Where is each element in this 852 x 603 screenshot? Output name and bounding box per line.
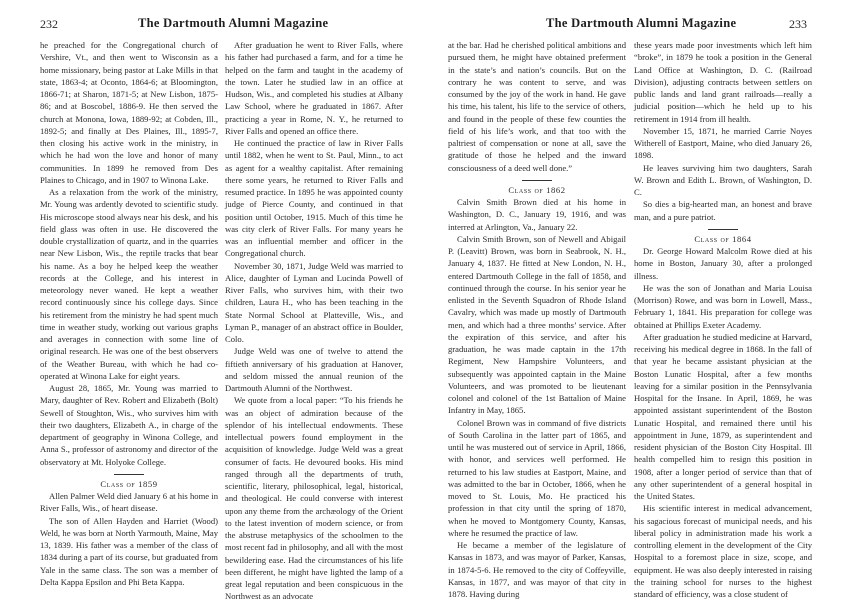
left-page [0,0,426,600]
right-page-column-2 [634,39,812,600]
right-page-column-1 [448,39,626,600]
paragraph: at the bar. Had he cherished political ambitions and pursued them, he might have obtained preferment in the state’s and nation’s councils. But on the contrary he was content to serve, and was consumed by the joy of the work in hand. He gave his time, his talent, his life to the service of others, and found in the people of these few counties the field of his life’s work, and that too with the paltriest of compensation or none at all, save the gratitude of those he helped and the inward consciousness of a deed well done.” [448,40,626,173]
section-heading: Class of 1859 [100,478,158,489]
paragraph: he preached for the Congregational church of Vershire, Vt., and then went to Wisconsin as a home missionary, being pastor at Lake Mills in that state, 1863-4; at Oconto, 1864-6; at Bloomington, 1866-71; at Sharon, 1871-5; at New Lisbon, 1875-86; and at Boscobel, 1886-9. He then served the church at Monona, Iowa, 1889-92; at Cobden, Ill., 1892-5; and finally at Des Plaines, Ill., 1895-7, then closing his active work in the ministry, in which he had won the love and honor of many communities. In 1899 he removed from Des Plaines to Chicago, and in 1907 to Winona Lake. [40,40,218,185]
section-heading: Class of 1864 [694,233,752,244]
paragraph: The son of Allen Hayden and Harriet (Wood) Weld, he was born at North Yarmouth, Maine, May 13, 1839. His father was a member of the class of 1834 during a part of its course, but graduated from Yale in the same class. The son was a member of Delta Kappa Epsilon and Phi Beta Kappa. [40,515,218,587]
running-head: The Dartmouth Alumni Magazine [138,16,329,30]
paragraph: He leaves surviving him two daughters, Sarah W. Brown and Edith L. Brown, of Washington, D. C. [634,162,812,197]
paragraph: Calvin Smith Brown, son of Newell and Abigail P. (Leavitt) Brown, was born in Seabrook, N. H., January 4, 1837. He fitted at New London, N. H., entered Dartmouth College in the fall of 1858, and continued through the course. In his senior year he enlisted in the Seventh Squadron of Rhode Island Cavalry, which was made up mostly of Dartmouth men, and which had a three months’ service. After the expiration of this service, and after his graduation, he was made captain in the 17th Regiment, New Hampshire Volunteers, and subsequently was appointed captain in the Maine Volunteers, and was promoted to be lieutenant colonel and colonel of the 1st Battalion of Maine Infantry in May, 1865. [448,233,626,416]
left-page-column-2 [225,39,403,603]
section-divider [522,180,552,181]
paragraph: After graduation he studied medicine at Harvard, receiving his medical degree in 1868. In the fall of that year he became assistant physician at the Boston Lunatic Hospital, after a few months leaving for a similar position in the Pennsylvania Hospital for the Insane. In April, 1869, he was appointed assistant superintendent of the Boston Lunatic Hospital, and remained there until his appointment in June, 1879, as superintendent and resident physician of the Boston City Hospital. Ill health compelled him to resign this position in 1908, after a longer period of service than that of any other superintendent of a general hospital in the United States. [634,331,812,501]
page-number: 233 [789,17,807,31]
paragraph: As a relaxation from the work of the ministry, Mr. Young was ardently devoted to scientific study. His microscope stood always near his desk, and his field glass was often in use. He discovered the double crystallization of quartz, and in the quarries near New Lisbon, Wis., the reptile tracks that bear his name. As a boy he helped keep the weather records at the College, and his interest in meteorology never waned. He kept a weather record continuously since his college days. Since his retirement from the ministry he had spent much time in weather study, working out various graphs and averages in connection with some line of original research. He was one of the best observers of the Weather Bureau, with which he had co-operated at Winona Lake for eight years. [40,187,218,381]
paragraph: November 30, 1871, Judge Weld was married to Alice, daughter of Lyman and Lucinda Powell of River Falls, who survives him, with their two children, Laura H., who has been teaching in the State Normal School at Platteville, Wis., and Lyman P., manager of an abstract office in Boulder, Colo. [225,260,403,344]
paragraph: Judge Weld was one of twelve to attend the fiftieth anniversary of his graduation at Hanover, and seldom missed the annual reunion of the Dartmouth Alumni of the Northwest. [225,346,403,393]
paragraph: August 28, 1865, Mr. Young was married to Mary, daughter of Rev. Robert and Elizabeth (Bolt) Sewell of Stoughton, Wis., who survives him with their two daughters, Elizabeth A., in charge of the department of geography in Winona College, and Anna S., professor of astronomy and director of the observatory at Mt. Holyoke College. [40,383,218,467]
running-head: The Dartmouth Alumni Magazine [546,16,737,30]
paragraph: He became a member of the legislature of Kansas in 1873, and was mayor of Parker, Kansas, in 1874-5-6. He removed to the city of Coffeyville, Kansas, in 1877, and was mayor of that city in 1878. Having during [448,540,626,599]
paragraph: Dr. George Howard Malcolm Rowe died at his home in Boston, January 30, after a prolonged illness. [634,246,812,281]
paragraph: Colonel Brown was in command of five districts of South Carolina in the latter part of 1865, and until he was mustered out of service in April, 1866, with honor, and services well performed. He returned to his law studies at Eastport, Maine, and was admitted to the bar in October, 1866, when he moved to St. Louis, Mo. He practiced his profession in that city until the spring of 1870, when he moved to Montgomery County, Kansas, where he resumed the practice of law. [448,417,626,538]
paragraph: We quote from a local paper: “To his friends he was an object of admiration because of the splendor of his intellectual endowments. These intellectual powers found employment in the acquisition of knowledge. Judge Weld was a great consumer of facts. He devoured books. His mind ranged through all the departments of truth, scientific, literary, philosophical, legal, historical, and theological. He could converse with interest upon any theme from the archæology of the Orient to the latest invention of modern science, or from the abstruse metaphysics of the schoolmen to the most recent fad in philosophy, and all with the most bewildering ease. Had the circumstances of his life been different, he might have lighted the lamp of a great legal reputation and been conspicuous in the Northwest as an advocate [225,395,403,602]
paragraph: After graduation he went to River Falls, where his father had purchased a farm, and for a time he helped on the farm and taught in the academy of the town. Later he studied law in an office at Hudson, Wis., and completed his studies at Albany Law School, where he graduated in 1867. After practicing a year in Rome, N. Y., he returned to River Falls and opened an office there. [225,40,403,136]
paragraph: He continued the practice of law in River Falls until 1882, when he went to St. Paul, Minn., to act as agent for a wealthy capitalist. After remaining there some years, he returned to River Falls and resumed practice. In 1895 he was appointed county judge of Pierce County, and continued in that position until October, 1915. Much of this time he was city clerk of River Falls. For many years he was an influential member and officer in the Congregational church. [225,138,403,259]
right-page [426,0,852,600]
paragraph: So dies a big-hearted man, an honest and brave man, and a pure patriot. [634,199,812,222]
section-heading: Class of 1862 [508,184,566,195]
paragraph: His scientific interest in medical advancement, his sagacious forecast of municipal needs, and his liberal policy in administration made his work a controlling element in the development of the City Hospital to a foremost place in size, scope, and equipment. He was also deeply interested in raising the training school for nurses to the highest standard of efficiency, was a close student of [634,503,812,599]
paragraph: November 15, 1871, he married Carrie Noyes Witherell of Eastport, Maine, who died January 26, 1898. [634,125,812,161]
paragraph: He was the son of Jonathan and Maria Louisa (Morrison) Rowe, and was born in Lowell, Mass., February 1, 1841. His preparation for college was obtained at Phillips Exeter Academy. [634,282,812,330]
paragraph: Calvin Smith Brown died at his home in Washington, D. C., January 19, 1916, and was interred at Arlington, Va., January 22. [448,197,626,232]
section-divider [708,229,738,230]
section-divider [114,474,144,475]
left-page-column-1 [40,39,218,588]
paragraph: Allen Palmer Weld died January 6 at his home in River Falls, Wis., of heart disease. [40,491,218,514]
paragraph: these years made poor investments which left him “broke”, in 1879 he took a position in the General Land Office at Washington, D. C. (Railroad Division), adjusting contracts between settlers on public lands and land grant railroads—really a judicial position—which he held up to his retirement in 1914 from ill health. [634,40,812,124]
page-number: 232 [40,17,58,31]
